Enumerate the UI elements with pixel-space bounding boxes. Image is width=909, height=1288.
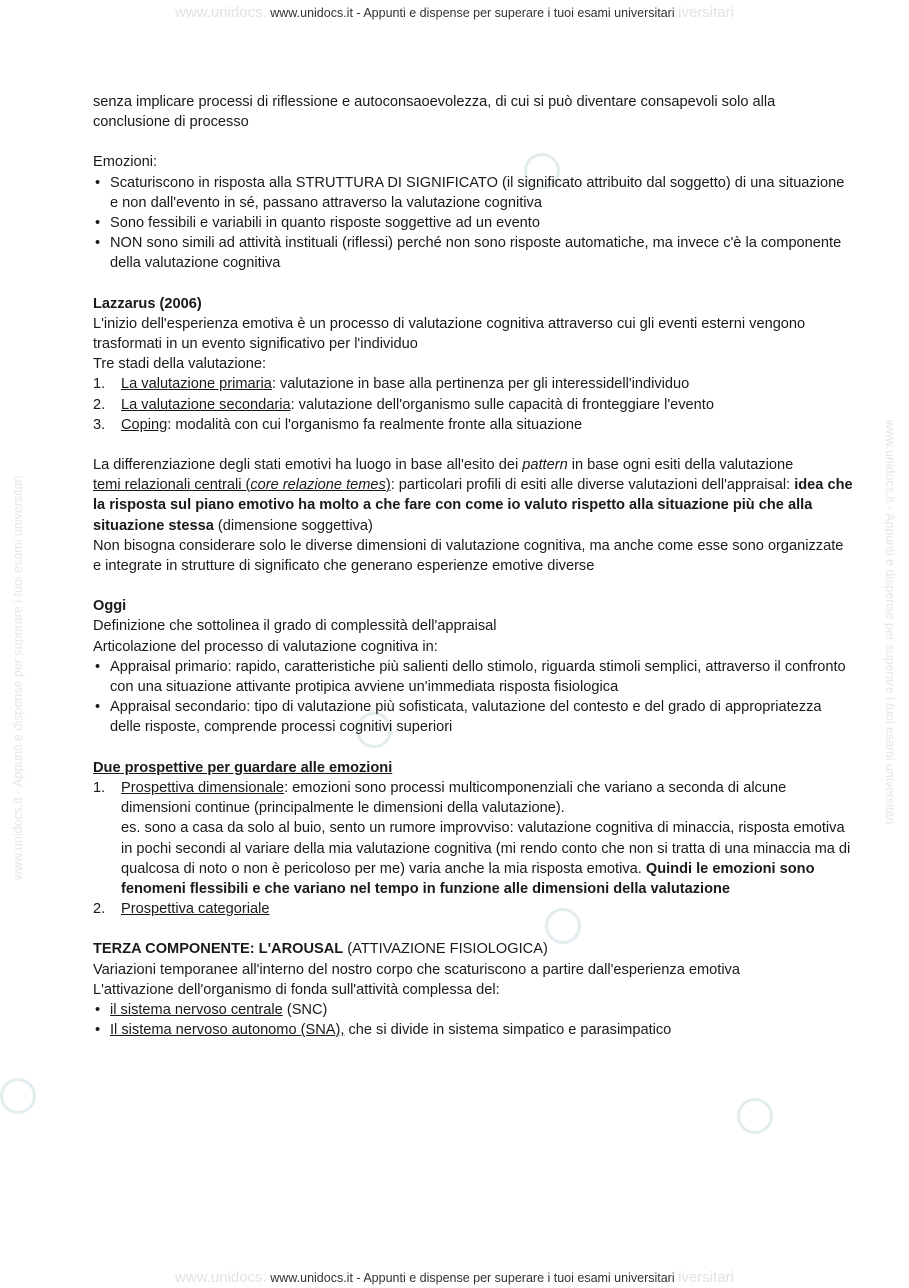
non-bisogna-paragraph: Non bisogna considerare solo le diverse dimensioni di valutazione cognitiva, ma anche come esse sono organizzate e integrate in strutture di significato che generano esperienze emotive diverse [93, 537, 844, 575]
temi-term [93, 477, 391, 493]
stage-term: Coping [121, 416, 168, 433]
list-item: • Appraisal primario: rapido, caratteristiche più salienti dello stimolo, riguarda stimoli semplici, attraverso il confronto con una situazione attivante protipica avviene un'immediata risposta fisiologica [93, 657, 853, 697]
list-item [93, 1000, 853, 1020]
list-item: • NON sono simili ad attività instituali (riflessi) perché non sono risposte automatiche, ma invece c'è la componente della valutazione cognitiva [93, 233, 853, 273]
list-item: • Appraisal secondario: tipo di valutazione più sofisticata, valutazione del contesto e del grado di appropriatezza delle risposte, comprende processi cognitivi superiori [93, 697, 853, 737]
header-ghost-right: iversitari [678, 4, 734, 21]
oggi-line: Definizione che sottolinea il grado di complessità dell'appraisal [93, 618, 497, 635]
temi-bold: idea che la risposta sul piano emotivo ha molto a che fare con come io valuto rispetto alla situazione più che alla situazione stessa [93, 477, 853, 534]
differenziazione-paragraph [93, 455, 853, 475]
list-item: • Sono fessibili e variabili in quanto risposte soggettive ad un evento [93, 213, 853, 233]
text-run: ) [385, 477, 391, 494]
appraisal-list [93, 657, 853, 738]
item-number: 3. [93, 416, 106, 433]
oggi-heading: Oggi [93, 598, 127, 615]
list-item [93, 778, 853, 899]
lazzarus-intro: L'inizio dell'esperienza emotiva è un processo di valutazione cognitiva attraverso cui gli eventi esterni vengono trasformati in un evento significativo per l'individuo [93, 315, 806, 353]
oggi-line: Articolazione del processo di valutazione cognitiva in: [93, 638, 438, 655]
pattern-italic: pattern [522, 457, 568, 474]
stage-description: : valutazione dell'organismo sulle capacità di fronteggiare l'evento [290, 396, 714, 413]
text-run: che si divide in sistema simpatico e parasimpatico [344, 1022, 672, 1039]
emozioni-list [93, 173, 853, 274]
side-watermark-right: www.unidocs.it - Appunti e dispense per superare i tuoi esami universitari [883, 420, 897, 825]
intro-paragraph: senza implicare processi di riflessione e autoconsaoevolezza, di cui si può diventare consapevoli solo alla conclusione di processo [93, 94, 776, 131]
stages-list [93, 374, 853, 435]
text-run: : emozioni sono processi multicomponenziali che variano a seconda di alcune dimensioni continue (principalmente le dimensioni della valutazione). [121, 779, 787, 817]
text-run: (SNC) [282, 1001, 328, 1018]
item-number: 2. [93, 396, 106, 413]
text-run: temi relazionali centrali ( [93, 477, 251, 494]
example-text: es. sono a casa da solo al buio, sento un rumore improvviso: valutazione cognitiva di minaccia, risposta emotiva in pochi secondi al variare della mia valutazione cognitiva (mi rendo conto che non si tratta di una minaccia ma di qualcosa di noto o non è pericoloso per me) varia anche la mia risposta emotiva. [121, 820, 851, 877]
snc-term: il sistema nervoso centrale [110, 1001, 283, 1018]
prospettiva-term: Prospettiva categoriale [121, 901, 270, 918]
unidocs-logo-icon [0, 1078, 36, 1114]
list-item [93, 415, 853, 435]
text-run: in base ogni esiti della valutazione [567, 457, 794, 474]
side-watermark-left: www.unidocs.it - Appunti e dispense per superare i tuoi esami universitari [11, 475, 25, 880]
footer-watermark-text: www.unidocs.it - Appunti e dispense per superare i tuoi esami universitari [270, 1271, 675, 1285]
item-number: 1. [93, 779, 106, 796]
unidocs-logo-icon [737, 1098, 773, 1134]
prospettive-list [93, 778, 853, 919]
arousal-heading [93, 939, 853, 959]
temi-italic: core relazione temes [250, 477, 386, 494]
list-item: • Scaturiscono in risposta alla STRUTTURA DI SIGNIFICATO (il significato attribuito dal soggetto) di una situazione e non dall'evento in sé, passano attraverso la valutazione cognitiva [93, 173, 853, 213]
document-body [93, 92, 853, 1040]
text-run: (dimensione soggettiva) [213, 517, 373, 534]
stage-description: : modalità con cui l'organismo fa realmente fronte alla situazione [167, 416, 583, 433]
page-footer [0, 1268, 909, 1288]
header-ghost-left: www.unidocs. [175, 4, 267, 21]
list-item [93, 899, 853, 919]
item-number: 2. [93, 901, 106, 918]
example-bold: Quindi le emozioni sono fenomeni flessibili e che variano nel tempo in funzione alle dimensioni della valutazione [121, 860, 815, 897]
prospettiva-term: Prospettiva dimensionale [121, 779, 285, 796]
stage-term: La valutazione secondaria [121, 396, 291, 413]
arousal-title-bold: TERZA COMPONENTE: L'AROUSAL [93, 941, 344, 958]
text-run: : particolari profili di esiti alle diverse valutazioni dell'appraisal: [390, 477, 795, 494]
header-watermark-text: www.unidocs.it - Appunti e dispense per superare i tuoi esami universitari [270, 6, 675, 20]
list-item [93, 374, 853, 394]
lazzarus-heading: Lazzarus (2006) [93, 295, 202, 312]
list-item [93, 1020, 853, 1040]
temi-paragraph [93, 475, 853, 536]
stage-description: : valutazione in base alla pertinenza per gli interessidell'individuo [271, 376, 690, 393]
prospettive-heading: Due prospettive per guardare alle emozioni [93, 759, 393, 776]
arousal-line: L'attivazione dell'organismo di fonda sull'attività complessa del: [93, 981, 500, 998]
emozioni-title: Emozioni: [93, 154, 158, 171]
arousal-line: Variazioni temporanee all'interno del nostro corpo che scaturiscono a partire dall'esperienza emotiva [93, 961, 740, 978]
text-run: (ATTIVAZIONE FISIOLOGICA) [343, 941, 548, 958]
footer-ghost-left: www.unidocs. [175, 1269, 267, 1286]
stages-title: Tre stadi della valutazione: [93, 356, 267, 373]
item-number: 1. [93, 376, 106, 393]
sna-term: Il sistema nervoso autonomo (SNA), [110, 1022, 345, 1039]
sistema-nervoso-list [93, 1000, 853, 1040]
list-item [93, 395, 853, 415]
stage-term: La valutazione primaria [121, 376, 272, 393]
page-header [0, 3, 909, 23]
text-run: La differenziazione degli stati emotivi ha luogo in base all'esito dei [93, 457, 523, 474]
footer-ghost-right: iversitari [678, 1269, 734, 1286]
